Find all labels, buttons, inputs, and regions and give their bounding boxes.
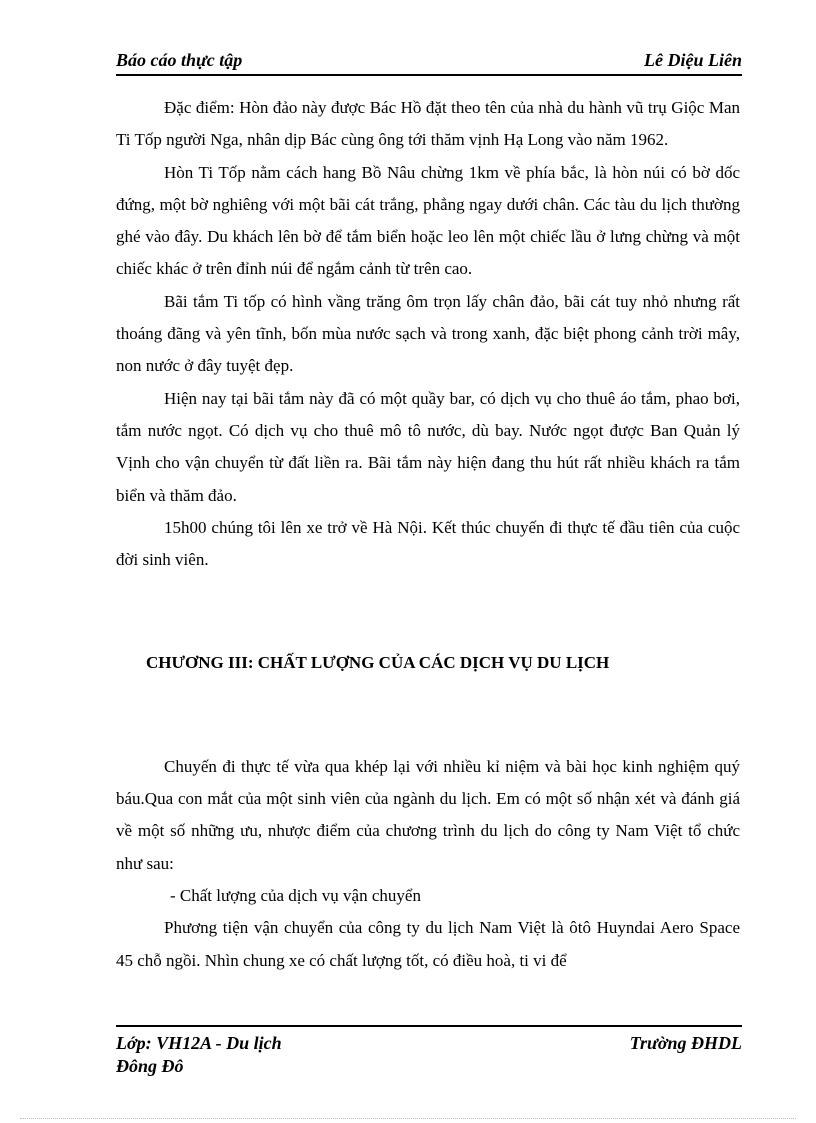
page-footer [116, 1025, 742, 1076]
page-header [116, 48, 742, 76]
footer-school: Trường ĐHDL [629, 1033, 742, 1053]
header-author-name: Lê Diệu Liên [644, 50, 742, 70]
page-bottom-divider [20, 1118, 796, 1119]
header-report-title: Báo cáo thực tập [116, 50, 243, 70]
paragraph-hon-ti-top: Hòn Ti Tốp nằm cách hang Bồ Nâu chừng 1km về phía bắc, là hòn núi có bờ dốc đứng, một bờ nghiêng với một bãi cát trắng, phẳng ngay dưới chân. Các tàu du lịch thường ghé vào đây. Du khách lên bờ để tắm biển hoặc leo lên một chiếc lầu ở lưng chừng và một chiếc khác ở trên đỉnh núi để ngắm cảnh từ trên cao. [116, 162, 740, 279]
page-body [116, 92, 740, 977]
paragraph-phuong-tien: Phương tiện vận chuyển của công ty du lịch Nam Việt là ôtô Huyndai Aero Space 45 chỗ ngồi. Nhìn chung xe có chất lượng tốt, có điều hoà, ti vi để [116, 918, 740, 970]
list-item-van-chuyen: - Chất lượng của dịch vụ vận chuyển [170, 885, 421, 905]
paragraph-dich-vu: Hiện nay tại bãi tắm này đã có một quầy bar, có dịch vụ cho thuê áo tắm, phao bơi, tắm nước ngọt. Có dịch vụ cho thuê mô tô nước, dù bay. Nước ngọt được Ban Quản lý Vịnh cho vận chuyển từ đất liền ra. Bãi tắm này hiện đang thu hút rất nhiều khách ra tắm biển và thăm đảo. [116, 388, 740, 505]
paragraph-ket-thuc: 15h00 chúng tôi lên xe trở về Hà Nội. Kết thúc chuyến đi thực tế đầu tiên của cuộc đời sinh viên. [116, 517, 740, 570]
chapter-heading: CHƯƠNG III: CHẤT LƯỢNG CỦA CÁC DỊCH VỤ DU LỊCH [146, 653, 610, 673]
footer-class: Lớp: VH12A - Du lịch Đông Đô [116, 1033, 282, 1076]
paragraph-dac-diem: Đặc điểm: Hòn đảo này được Bác Hồ đặt theo tên của nhà du hành vũ trụ Giộc Man Ti Tốp người Nga, nhân dịp Bác cùng ông tới thăm vịnh Hạ Long vào năm 1962. [116, 98, 740, 150]
paragraph-bai-tam: Bãi tắm Ti tốp có hình vầng trăng ôm trọn lấy chân đảo, bãi cát tuy nhỏ nhưng rất thoáng đãng và yên tĩnh, bốn mùa nước sạch và trong xanh, đặc biệt phong cảnh trời mây, non nước ở đây tuyệt đẹp. [116, 291, 740, 376]
paragraph-chapter-intro: Chuyến đi thực tế vừa qua khép lại với nhiều kỉ niệm và bài học kinh nghiệm quý báu.Qua con mắt của một sinh viên của ngành du lịch. Em có một số nhận xét và đánh giá về một số những ưu, nhược điểm của chương trình du lịch do công ty Nam Việt tổ chức như sau: [116, 756, 740, 873]
